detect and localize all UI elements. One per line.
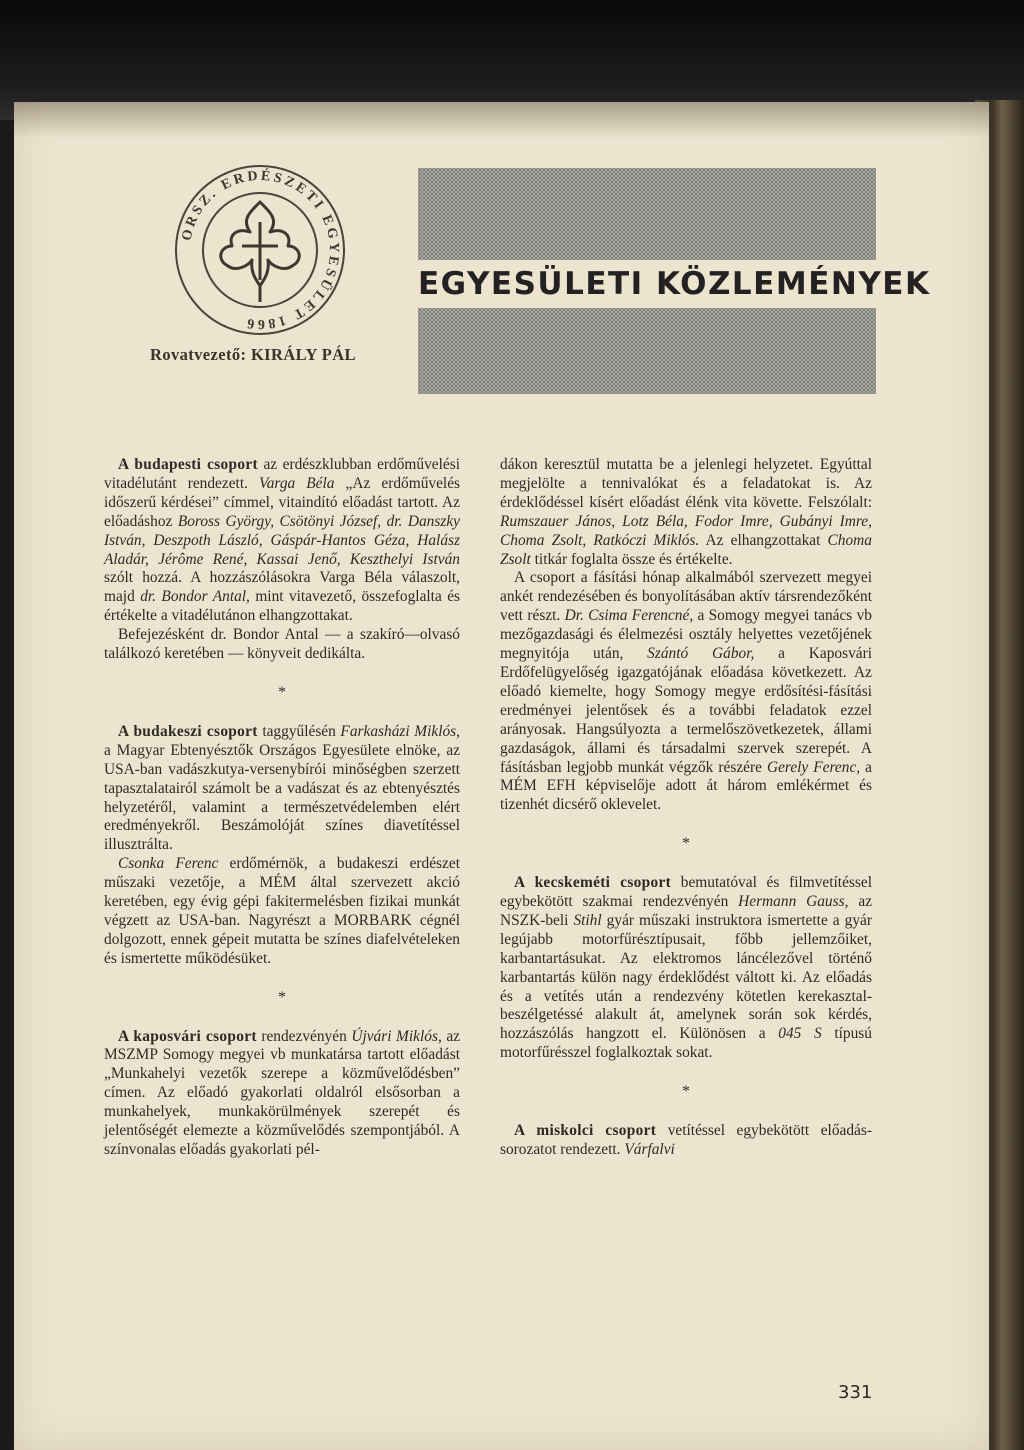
page-number: 331 [838, 1382, 873, 1403]
paragraph-budakeszi [104, 723, 460, 855]
text: vetítéssel egybekötött előadás-sorozatot rendezett. [500, 1122, 872, 1158]
page-shadow [14, 102, 989, 138]
svg-text:ORSZ. ERDÉSZETI EGYESÜLET 1866: ORSZ. ERDÉSZETI EGYESÜLET 1866 [179, 168, 342, 332]
text: Az elhangzottakat [699, 531, 828, 549]
name: Stihl [573, 911, 602, 929]
text: szólt hozzá. A hozzászólásokra Varga Béla válaszolt, majd [104, 569, 460, 606]
lead-budapest: A budapesti csoport [118, 456, 258, 473]
name: 045 S [778, 1025, 822, 1043]
paragraph-fasitas [500, 569, 872, 815]
text: titkár foglalta össze és értékelte. [530, 550, 733, 568]
text: a Kaposvári Erdőfelügyelőség igazgatójának előadása következett. Az előadó kiemelte, hogy Somogy megye erdősítési-fásítási eredményei jelentősek és a további feladatok ezzel arányosak. Hangsúlyozta a termelőszövetkezetek, állami gazdaságok, állami és társadalmi szervek szerepét. A fásításban legjobb munkát végzők részére [500, 645, 872, 776]
text: típusú motorfűrésszel foglalkoztak sokat. [500, 1025, 872, 1062]
text: a MÉM EFH képviselője adott át három emlékérmet és tizenhét dicsérő oklevelet. [500, 758, 872, 814]
paragraph-miskolc [500, 1122, 872, 1160]
text: taggyűlésén [257, 722, 341, 740]
paragraph-csonka [104, 855, 460, 968]
text: az MSZMP Somogy megyei vb munkatársa tartott előadást „Munkahelyi vezetők szerepe a közművelődésben” címen. Az előadó gyakorlati oldalról elsősorban a munkahelyek, munkakörülmények szerepét és jelentőségét elemezte a közművelődés szempontjából. A színvonalas előadás gyakorlati pél- [104, 1027, 460, 1158]
name: Rumszauer János, Lotz Béla, Fodor Imre, Gubányi Imre, Choma Zsolt, Ratkóczi Miklós. [500, 512, 872, 549]
lead-budakeszi: A budakeszi csoport [118, 722, 258, 740]
text: gyár műszaki instruktora ismertette a gyár legújabb motorfűrésztípusait, főbb jellemzőiket, karbantartásukat. Az elektromos láncélezővel történő karbantartás külön nagy érdeklődést váltott ki. Az előadás és a vetítés után a rendezvény kötetlen kerekasztal-beszélgetéssé alakult át, amelynek során sok kérdés, hozzászólás hangzott el. Különösen a [500, 911, 873, 1043]
paragraph-dedication: Befejezésként dr. Bondor Antal — a szakíró—olvasó találkozó keretében — könyveit dedikálta. [104, 626, 460, 663]
section-separator: * [278, 683, 286, 701]
section-separator: * [682, 835, 690, 853]
text: A csoport a fásítási hónap alkalmából szervezett megyei ankét rendezésében és bonyolításában aktív társrendezőként vett részt. [500, 569, 872, 625]
text: dákon keresztül mutatta be a jelenlegi helyzetet. Egyúttal megjelölte a tennivalókat és a feladatokat is. Az érdeklődéssel kísért előadást élénk vita követte. Felszólalt: [500, 456, 872, 511]
left-column [104, 456, 460, 1160]
text: az NSZK-beli [500, 893, 872, 929]
section-banner [418, 168, 931, 394]
text: az erdészklubban erdőművelési vitadélutánt rendezett. [104, 456, 460, 492]
name: Szántó Gábor, [647, 645, 755, 663]
name: Újvári Miklós, [351, 1027, 442, 1045]
lead-miskolc: A miskolci csoport [514, 1122, 657, 1140]
name: Csonka Ferenc [118, 855, 219, 873]
text: a Magyar Ebtenyésztők Országos Egyesülete elnöke, az USA-ban vadászkutya-versenybírói minőségben szerzett tapasztalatairól számolt be a vadászat és az ebtenyésztés helyzetéről, valamint a természetvédelemben elért eredményekről. Beszámolóját színes diavetítéssel illusztrálta. [104, 741, 460, 854]
name: Choma Zsolt [500, 531, 872, 568]
name: Farkasházi Miklós, [340, 722, 461, 740]
text: bemutatóval és filmvetítéssel egybekötött szakmai rendezvényén [500, 874, 872, 911]
name: Gerely Ferenc, [766, 758, 861, 776]
paragraph-kaposvar [104, 1028, 460, 1160]
text: a Somogy megyei tanács vb mezőgazdasági és élelmezési osztály helyettes vezetőjének megnyitója után, [500, 607, 872, 663]
right-column [500, 456, 872, 1160]
column-editor-credit: Rovatvezető: KIRÁLY PÁL [150, 345, 356, 364]
lead-kaposvar: A kaposvári csoport [118, 1027, 257, 1045]
section-separator: * [278, 988, 286, 1006]
section-separator: * [682, 1083, 690, 1101]
lead-kecskemet: A kecskeméti csoport [514, 874, 672, 892]
text: „Az erdőművelés időszerű kérdései” címmel, vitaindító előadást tartott. Az előadáshoz [104, 474, 461, 530]
society-seal-logo [172, 162, 348, 338]
name: Boross György, Csötönyi József, dr. Danszky István, Deszpoth László, Gáspár-Hantos Géza, Halász Aladár, Jérôme René, Kassai Jenő, Keszthelyi István [104, 512, 461, 568]
paragraph-budapest [104, 456, 460, 626]
section-title: EGYESÜLETI KÖZLEMÉNYEK [418, 266, 931, 302]
text: erdőmérnök, a budakeszi erdészet műszaki vezetője, a MÉM által szervezett akció keretében, egy évig gépi fakitermelésben fizikai munkát végzett az USA-ban. Nagyrészt a MORBARK cégnél dolgozott, ennek gépeit mutatta be színes diafelvételeken és ismertette működésüket. [104, 855, 460, 967]
text: rendezvényén [256, 1027, 352, 1045]
name: Hermann Gauss, [738, 893, 849, 911]
name: Dr. Csima Ferencné, [564, 607, 694, 625]
paragraph-kaposvar-continued [500, 456, 872, 569]
text: mint vitavezető, összefoglalta és értékelte a vitadélutánon elhangzottakat. [104, 588, 461, 625]
name: Várfalvi [624, 1141, 675, 1158]
paragraph-kecskemet [500, 874, 872, 1063]
name: dr. Bondor Antal, [140, 588, 250, 606]
name: Varga Béla [259, 474, 335, 492]
